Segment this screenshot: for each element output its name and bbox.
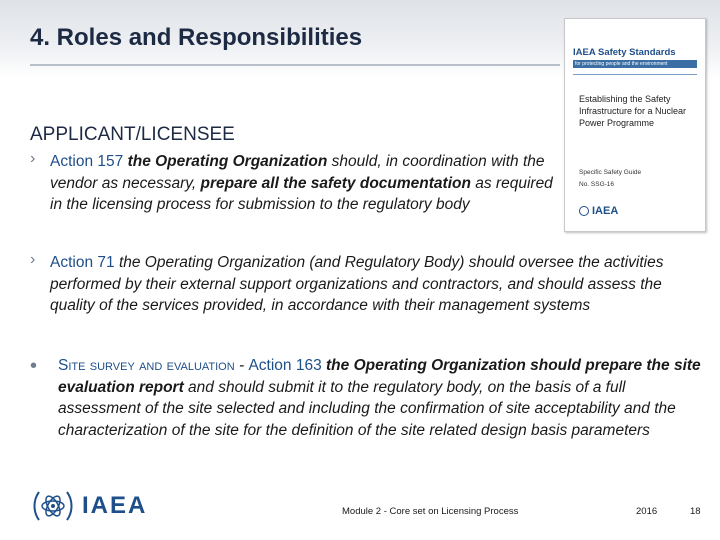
bullet-dot-icon: • [30,355,38,377]
title-divider [30,64,560,66]
bullet-topic: Site survey and evaluation [58,357,235,374]
globe-icon [579,206,589,216]
action-number: Action 71 [50,254,115,271]
cover-guide-type: Specific Safety Guide [579,169,642,176]
bullet-text: and should submit it to the regulatory body, on the basis of a full assessment of the site selected and including the confirmation of site acceptability and the characterization of the site for the definition of the site related design basis parameters [58,378,676,439]
footer-module-label: Module 2 - Core set on Licensing Process [342,506,519,517]
cover-iaea-logo [579,205,618,217]
bullet-dash: - [234,357,249,374]
action-number: Action 163 [248,357,322,374]
bullet-text: the Operating Organization (and Regulatory Body) should oversee the activities performed by their external support organizations and contractors, and should assess the quality of the services provided, in accordance with their management systems [50,254,664,314]
cover-divider [573,74,697,75]
bullet-text: as required in the licensing process for submission to the regulatory body [50,174,553,213]
bullet-subject: the Operating Organization should prepare the site evaluation report [58,357,701,396]
footer-logo-text: IAEA [82,492,148,519]
action-number: Action 157 [50,153,124,170]
cover-guide-number: No. SSG-16 [579,181,615,188]
bullet-arrow-icon: › [30,251,36,268]
bullet-arrow-icon: › [30,150,36,167]
bullet-text: should, in coordination with the vendor as necessary, [50,153,545,192]
bullet-item-action-71 [50,252,700,317]
footer-year: 2016 [636,506,658,517]
bullet-item-action-163 [58,355,703,441]
cover-title: Establishing the Safety Infrastructure for a Nuclear Power Programme [579,94,687,128]
cover-logo-text: IAEA [592,205,619,217]
bullet-emphasis: prepare all the safety documentation [200,174,471,192]
cover-heading: IAEA Safety Standards [573,47,676,58]
cover-subheading: for protecting people and the environment [573,60,697,68]
publication-cover-image [564,18,706,232]
iaea-emblem-icon [30,486,76,526]
bullet-item-action-157 [50,151,560,216]
page-number: 18 [690,506,701,517]
section-heading: APPLICANT/LICENSEE [30,124,235,145]
slide-title: 4. Roles and Responsibilities [30,24,363,51]
bullet-subject: the Operating Organization [127,153,328,170]
